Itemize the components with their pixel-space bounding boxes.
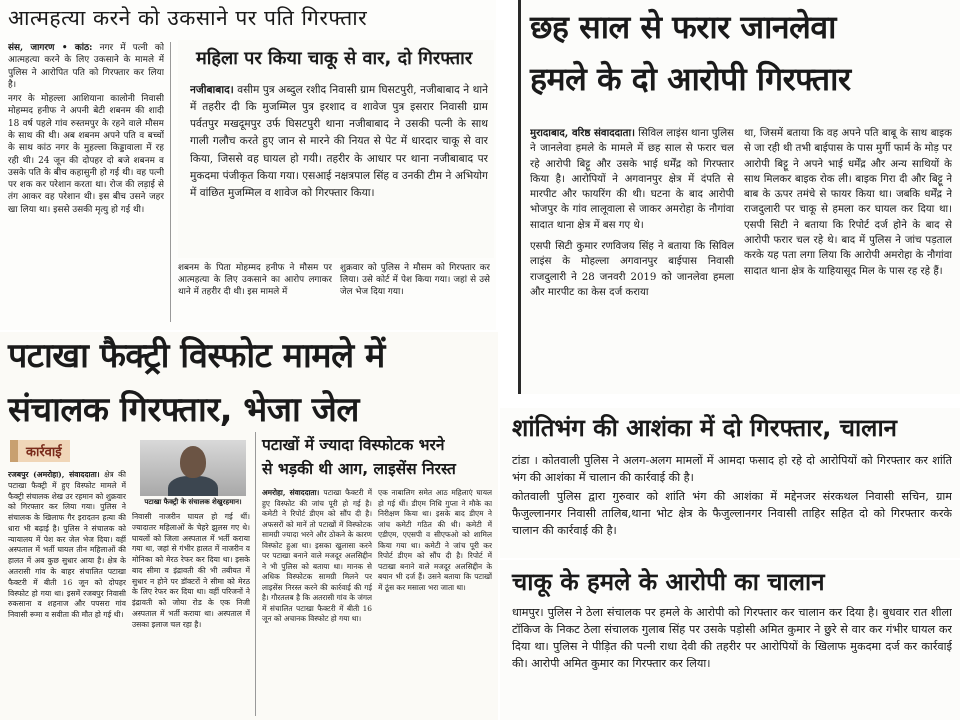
subheadline-explosives-line1: पटाखों में ज्यादा विस्फोटक भरने <box>262 436 445 454</box>
story-woman-stabbed: नजीबाबाद। वसीम पुत्र अब्दुल रशीद निवासी ग्राम घिसटपुरी, नजीबाबाद ने थाने में तहरीर दी कि मुजम्मिल पुत्र इरशाद व शावेज पुत्र इसरार निवासी ग्राम पर्वतपुर मखदूमपुर उर्फ घिसटपुरी थाना नजीबाबाद ने उसकी पत्नी के साथ गाली गलौच करते हुए जान से मारने की नियत से पेट में धारदार चाकू से वार किया, जिससे वह घायल हो गयी। तहरीर के आधार पर थाना नजीबाबाद पर मुकदमा पंजीकृत किया गया। एसआई नक्षत्रपाल सिंह व उनकी टीम ने अभियोग में वांछित मुजम्मिल व शावेज को गिरफ्तार किया। <box>190 84 488 199</box>
clipping-firecracker-factory <box>0 332 498 720</box>
headline-woman-stabbed: महिला पर किया चाकू से वार, दो गिरफ्तार <box>196 48 473 69</box>
clipping-peace-breach <box>500 408 960 558</box>
story-husband-arrested-col3: शुक्रवार को पुलिस ने मौसम को गिरफ्तार कर लिया। उसे कोर्ट में पेश किया गया। जहां से उसे जेल भेज दिया गया। <box>340 263 490 298</box>
story-firecracker-col1: रजबपुर (अमरोहा), संवाददाता। क्षेत्र की पटाखा फैक्ट्री में हुए विस्फोट मामले में फैक्ट्री संचालक शेख उर रहमान को शुक्रवार को गिरफ्तार कर लिया गया। पुलिस ने संचालक के खिलाफ गैर इरादतन हत्या की धारा भी बढ़ाई है। पुलिस ने संचालक को न्यायालय में पेश कर जेल भेज दिया। वहीं अस्पताल में भर्ती घायल तीन महिलाओं की हालत में अब कुछ सुधार आया है। क्षेत्र के अतरासी गांव के बाहर संचालित पटाखा फैक्टरी में बीती 16 जून को दोपहर विस्फोट हो गया था। इसमें रजबपुर निवासी रुकसाना व शहनाज और पपसरा गांव निवासी रूमा व सवीता की मौत हो गई थी। <box>8 470 126 620</box>
story-explosives-col1: अमरोहा, संवाददाता। पटाखा फैक्टरी में हुए विस्फोट की जांच पूरी हो गई है। कमेटी ने रिपोर्ट डीएम को सौंप दी है। अफसरों को मानें तो पटाखों में विस्फोटक सामग्री ज्यादा भरने और ठोकने के कारण विस्फोट हुआ था। इसका खुलासा करने पर पटाखा बनाने वाले मजदूर अलसिद्दीन ने भी पुलिस को बताया था। मानक से अधिक विस्फोटक सामग्री मिलने पर लाइसेंस निरस्त करने की कार्रवाई की गई है। गौरतलब है कि अतरासी गांव के जंगल में संचालित पटाखा फैक्टरी में बीती 16 जून को अचानक विस्फोट हो गया था। <box>262 488 372 624</box>
headline-absconders-line2: हमले के दो आरोपी गिरफ्तार <box>530 60 851 98</box>
subheadline-explosives-line2: से भड़की थी आग, लाइसेंस निरस्त <box>262 460 456 478</box>
headline-absconders-line1: छह साल से फरार जानलेवा <box>530 8 836 46</box>
section-badge: कार्रवाई <box>10 440 70 462</box>
clipping-knife-attack <box>500 560 960 720</box>
dateline: संस, जागरण • कांठ: <box>8 43 93 53</box>
story-absconders-col1: मुरादाबाद, वरिष्ठ संवाददाता। सिविल लाइंस थाना पुलिस ने जानलेवा हमले के मामले में छह साल से फरार चल रहे आरोपी बिट्टू और उसके भाई धर्मेंद्र को गिरफ्तार किया है। आरोपियों ने अगवानपुर क्षेत्र में दंपति से मारपीट और फायरिंग की थी। घटना के बाद आरोपी भोजपुर के गांव लालूवाला से जाकर अमरोहा के नौगांवा सादात थाना क्षेत्र में बस गए थे। एसपी सिटी कुमार रणविजय सिंह ने बताया कि सिविल लाइंस के मोहल्ला अगवानपुर बाईपास निवासी राजदुलारी ने 28 जनवरी 2019 को जानलेवा हमला और मारपीट का केस दर्ज कराया <box>530 127 734 298</box>
story-peace-breach: टांडा । कोतवाली पुलिस ने अलग-अलग मामलों में आमदा फसाद हो रहे दो आरोपियों को गिरफ्तार कर शांति भंग की आशंका में चालान की कार्रवाई की है। कोतवाली पुलिस द्वारा गुरुवार को शांति भंग की आशंका में मद्देनजर संरकथल निवासी सचिन, ग्राम फैजुल्लानगर निवासी तालिब,थाना भोट क्षेत्र के फैजुल्लानगर निवासी ताहिर सहित दो को गिरफ्तार करके चालान की कार्रवाई की है। <box>512 454 952 538</box>
accused-photo <box>140 440 246 496</box>
headline-knife-attack: चाकू के हमले के आरोपी का चालान <box>512 568 825 596</box>
photo-caption: पटाखा फैक्ट्री के संचालक शेखुरहमान। <box>144 498 242 506</box>
story-firecracker-col2: निवासी नाजरीन घायल हो गई थीं। ज्यादातर महिलाओं के चेहरे झुलस गए थे। घायलों को जिला अस्पताल में भर्ती कराया गया था, जहां से गंभीर हालत में नाजरीन व मोनिका को मेरठ रेफर कर दिया था। इसके बाद सीमा व इंद्रावती की भी तबीयत में सुधार न होने पर डॉक्टरों ने सीमा को मेरठ के लिए रेफर कर दिया था। वहीं परिजनों ने इंद्रावती को जोया रोड के एक निजी अस्पताल में भर्ती कराया था। अस्पताल में उसका इलाज चल रहा है। <box>132 512 250 629</box>
story-knife-attack: धामपुर। पुलिस ने ठेला संचालक पर हमले के आरोपी को गिरफ्तार कर चालान कर दिया है। बुधवार रात शीला टॉकिज के निकट ठेला संचालक गुलाब सिंह पर उसके पड़ोसी अमित कुमार ने छुरे से वार कर गंभीर घायल कर दिया था। पुलिस ने पीड़ित की पत्नी राधा देवी की तहरीर पर आरोपियों के खिलाफ मुकदमा दर्ज कर कार्रवाई की। आरोपी अमित कुमार का गिरफ्तार कर लिया। <box>512 606 952 671</box>
clipping-woman-stabbed <box>178 40 494 258</box>
clipping-absconders-arrested <box>518 0 960 394</box>
story-husband-arrested-col2: शबनम के पिता मोहम्मद हनीफ ने मौसम पर आत्महत्या के लिए उकसाने का आरोप लगाकर थाने में तहरीर दी थी। इस मामले में <box>178 263 332 298</box>
headline-firecracker-line2: संचालक गिरफ्तार, भेजा जेल <box>8 390 359 430</box>
headline-peace-breach: शांतिभंग की आशंका में दो गिरफ्तार, चालान <box>512 414 897 442</box>
headline-firecracker-line1: पटाखा फैक्ट्री विस्फोट मामले में <box>8 336 385 376</box>
headline-husband-arrested: आत्महत्या करने को उकसाने पर पति गिरफ्तार <box>8 6 368 30</box>
story-explosives-col2: एक नाबालिग समेत आठ महिलाएं घायल हो गई थीं। डीएम निधि गुप्ता ने मौके का निरीक्षण किया था। इसके बाद डीएम ने जांच कमेटी गठित की थी। कमेटी में एडीएम, एएसपी व सीएफओ को शामिल किया गया था। कमेटी ने जांच पूरी कर रिपोर्ट डीएम को सौंप दी है। रिपोर्ट में पटाखा बनाने वाले मजदूर अलसिद्दीन के बयान भी दर्ज हैं। उसने बताया कि पटाखों में ठूंस कर मसाला भरा जाता था। <box>378 488 492 592</box>
story-husband-arrested-col1: संस, जागरण • कांठ: नगर में पत्नी को आत्महत्या करने के लिए उकसाने के मामले में पुलिस ने आरोपित पति को गिरफ्तार कर लिया है। नगर के मोहल्ला आशियाना कालोनी निवासी मोहम्मद हनीफ ने अपनी बेटी शबनम की शादी 18 वर्ष पहले गांव रुस्तमपुर के रहने वाले मौसम के साथ की थी। अब शबनम अपने पति व बच्चों के साथ कांठ नगर के मुहल्ला किड्डावाला में रह रही थी। 24 जून की दोपहर दो बजे शबनम व उसके पति के बीच कहासुनी हो गई थी। वह पत्नी पर शक कर परेशान करता था। रोज की लड़ाई से तंग आकर वह परेशान थी। इस बीच उसने जहर खा लिया था। इससे उसकी मृत्यु हो गई थी। <box>8 43 164 215</box>
clipping-husband-arrested <box>0 0 496 330</box>
story-absconders-col2: था, जिसमें बताया कि वह अपने पति बाबू के साथ बाइक से जा रही थी तभी बाईपास के पास मुर्गी फार्म के मोड़ पर आरोपी बिट्टू ने अपने भाई धर्मेंद्र और अन्य साथियों के साथ मिलकर बाइक रोक ली। बाइक गिरा दी और बिट्टू ने बाब के ऊपर तमंचे से फायर किया था। जबकि धर्मेंद्र ने राजदुलारी पर चाकू से हमला कर घायल कर दिया था। एसपी सिटी ने बताया कि रिपोर्ट दर्ज होने के बाद से आरोपी फरार चल रहे थे। बाद में पुलिस ने जांच पड़ताल करके यह पता लगा लिया कि आरोपी अमरोहा के नौगांवा सादात थाना क्षेत्र के याहियासूद मिल के पास रह रहे हैं। <box>744 128 952 277</box>
